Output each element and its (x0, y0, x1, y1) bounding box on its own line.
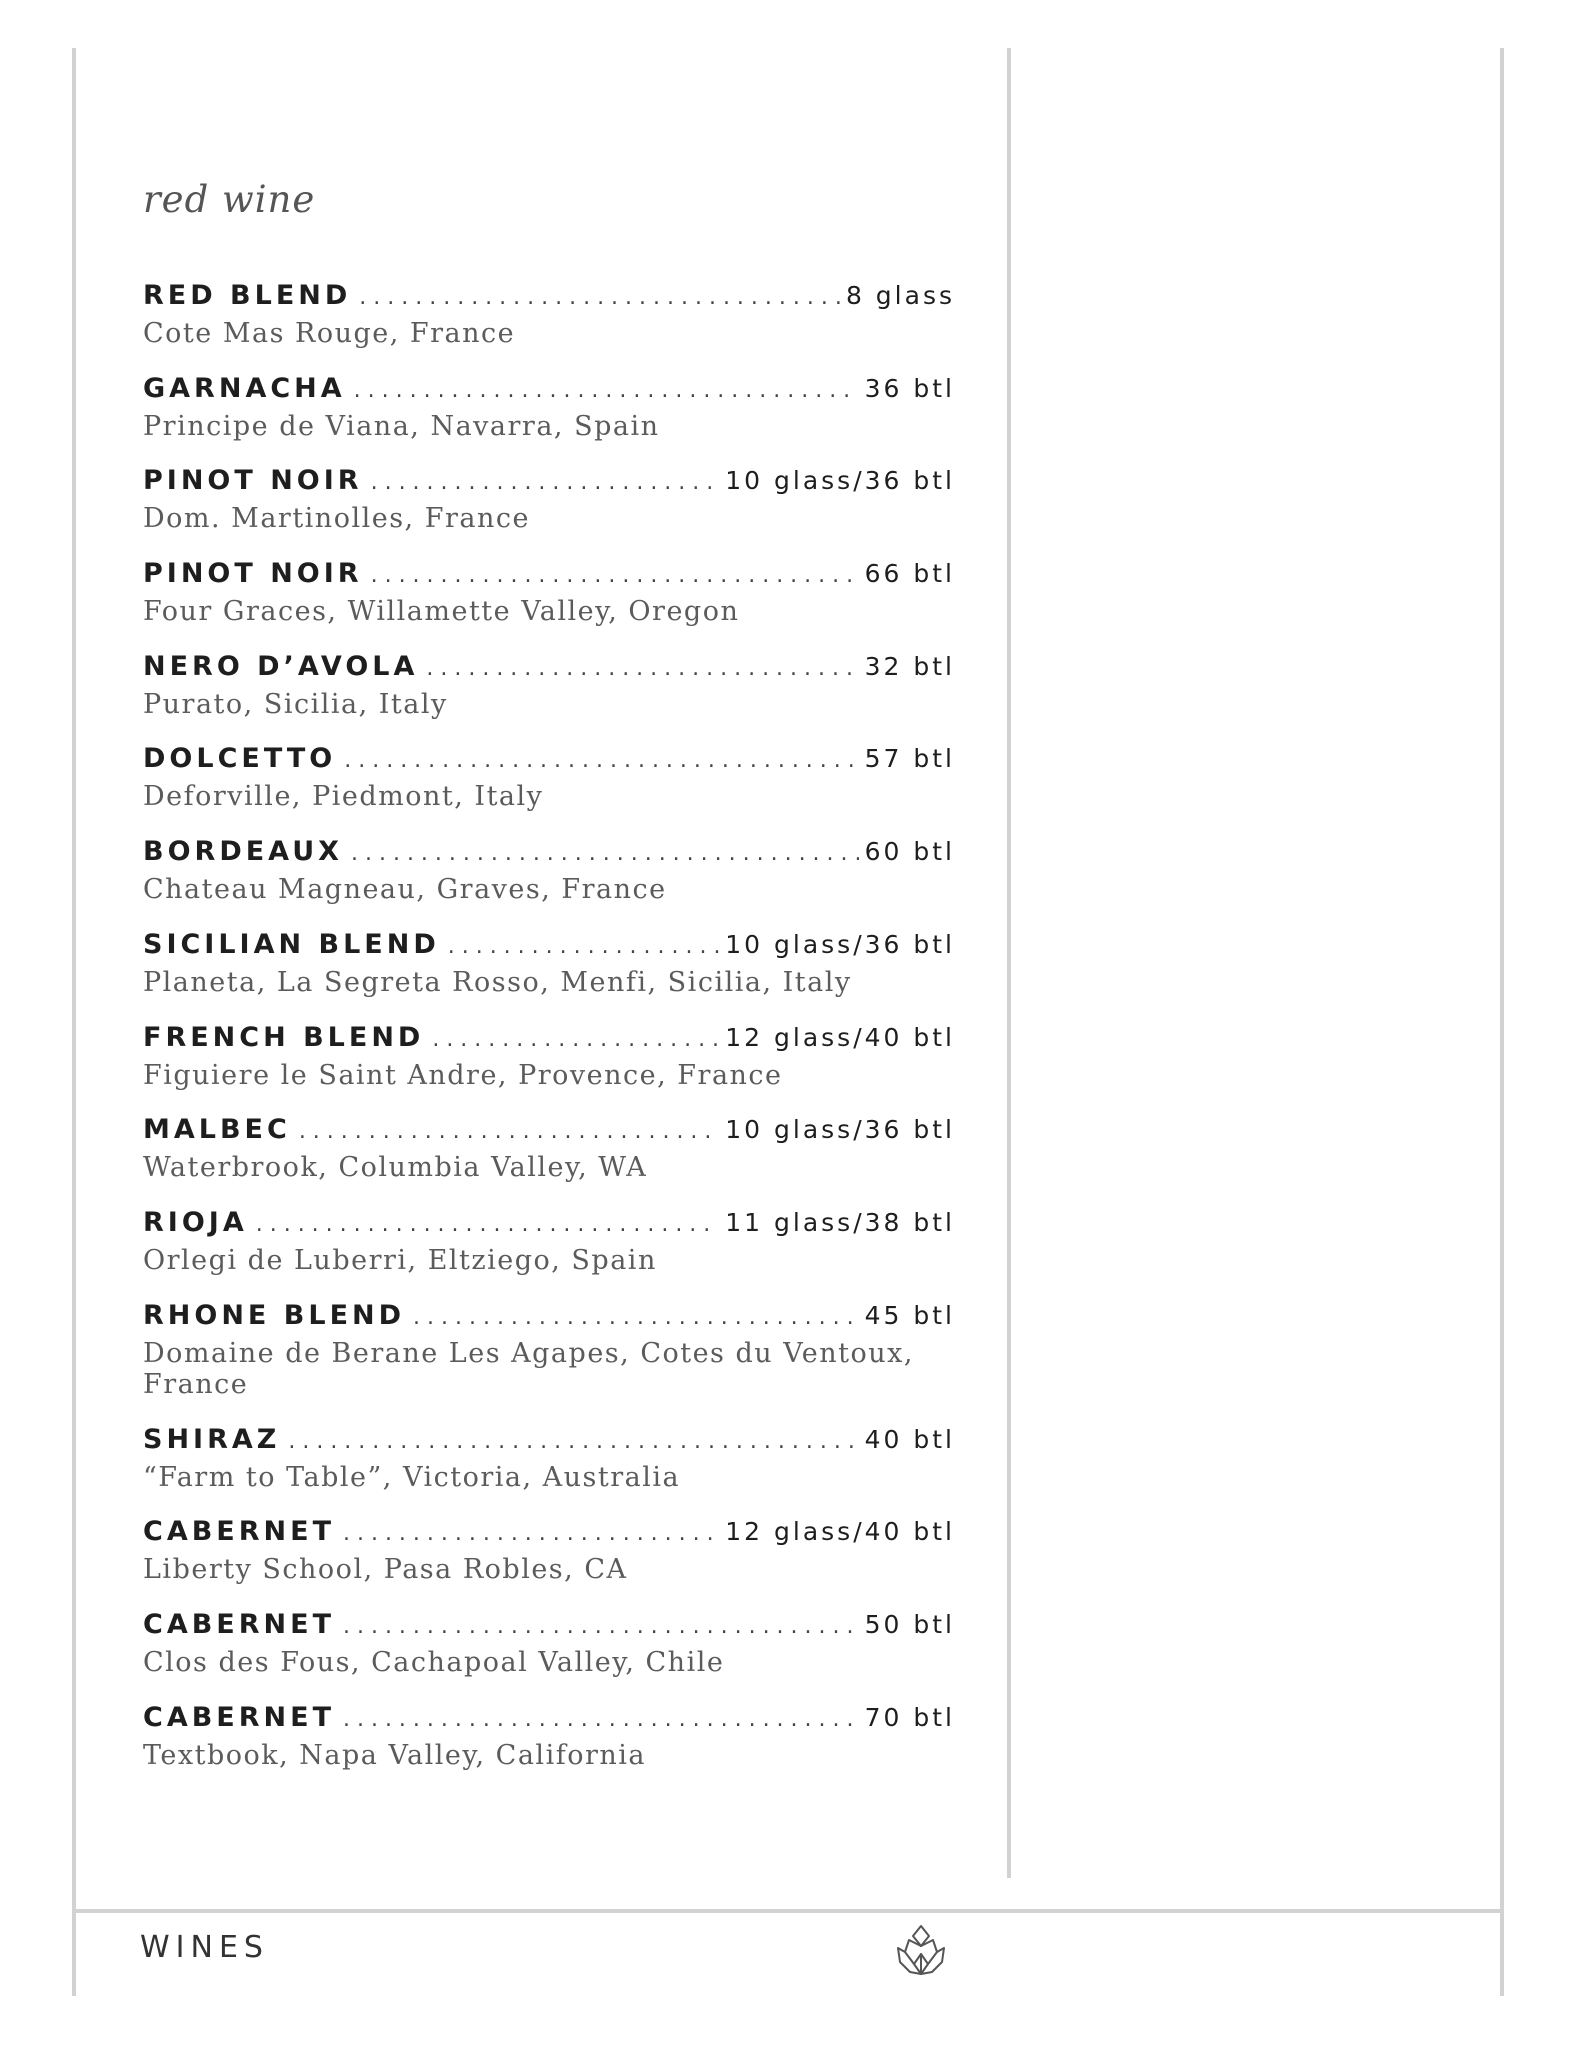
wine-description: “Farm to Table”, Victoria, Australia (143, 1461, 681, 1493)
wine-price: 10 glass/36 btl (725, 466, 955, 496)
wine-price: 12 glass/40 btl (725, 1022, 955, 1052)
dot-leader (351, 841, 859, 866)
wine-heading-row (143, 1702, 955, 1740)
wine-item (143, 1300, 955, 1424)
wine-heading-row (143, 929, 955, 967)
wine-name: RHONE BLEND (143, 1299, 406, 1331)
wine-item (143, 1022, 955, 1115)
wine-name: GARNACHA (143, 372, 346, 404)
wine-price: 45 btl (864, 1300, 955, 1330)
wine-price: 70 btl (864, 1702, 955, 1732)
left-border-line (72, 48, 76, 1996)
wine-description: Principe de Viana, Navarra, Spain (143, 410, 660, 442)
column-divider-line (1007, 48, 1011, 1878)
dot-leader (426, 656, 858, 681)
wine-heading-row (143, 1022, 955, 1060)
wine-heading-row (143, 373, 955, 411)
wine-name: PINOT NOIR (143, 558, 363, 590)
wine-description: Domaine de Berane Les Agapes, Cotes du Ventoux, France (143, 1337, 914, 1400)
right-border-line (1500, 48, 1504, 1996)
wine-name: MALBEC (143, 1114, 291, 1146)
wine-price: 50 btl (864, 1609, 955, 1639)
wine-item (143, 1702, 955, 1795)
dot-leader (256, 1212, 720, 1237)
wine-description: Deforville, Piedmont, Italy (143, 781, 544, 813)
wine-price: 57 btl (864, 744, 955, 774)
wine-heading-row (143, 1300, 955, 1338)
wine-price: 10 glass/36 btl (725, 1115, 955, 1145)
lotus-logo-icon (896, 1922, 946, 1980)
wine-description: Waterbrook, Columbia Valley, WA (143, 1152, 648, 1184)
dot-leader (371, 470, 720, 495)
wine-price: 40 btl (864, 1424, 955, 1454)
wine-price: 36 btl (864, 373, 955, 403)
dot-leader (359, 285, 840, 310)
wine-item (143, 465, 955, 558)
wine-heading-row (143, 743, 955, 781)
wine-item (143, 743, 955, 836)
wine-list (143, 280, 955, 1794)
wine-item (143, 836, 955, 929)
wine-description: Planeta, La Segreta Rosso, Menfi, Sicilia, Italy (143, 966, 852, 998)
wine-name: NERO D’AVOLA (143, 650, 419, 682)
wine-name: CABERNET (143, 1608, 335, 1640)
wine-description: Textbook, Napa Valley, California (143, 1739, 646, 1771)
wine-price: 66 btl (864, 559, 955, 589)
dot-leader (413, 1305, 859, 1330)
wine-heading-row (143, 1114, 955, 1152)
wine-description: Chateau Magneau, Graves, France (143, 874, 667, 906)
wine-description: Dom. Martinolles, France (143, 503, 530, 535)
wine-price: 10 glass/36 btl (725, 929, 955, 959)
wine-name: FRENCH BLEND (143, 1021, 425, 1053)
wine-heading-row (143, 1609, 955, 1647)
wine-description: Figuiere le Saint Andre, Provence, France (143, 1059, 783, 1091)
wine-heading-row (143, 465, 955, 503)
wine-item (143, 929, 955, 1022)
wine-item (143, 1424, 955, 1517)
dot-leader (299, 1119, 719, 1144)
wine-heading-row (143, 651, 955, 689)
section-title: red wine (143, 178, 316, 221)
wine-name: DOLCETTO (143, 743, 337, 775)
wine-price: 32 btl (864, 651, 955, 681)
dot-leader (288, 1429, 858, 1454)
wine-price: 8 glass (845, 281, 955, 310)
dot-leader (432, 1027, 719, 1052)
wine-item (143, 1516, 955, 1609)
wine-name: RED BLEND (143, 280, 352, 311)
dot-leader (448, 934, 720, 959)
wine-price: 11 glass/38 btl (725, 1207, 955, 1237)
wine-heading-row (143, 1424, 955, 1462)
wine-description: Four Graces, Willamette Valley, Oregon (143, 596, 740, 628)
wine-heading-row (143, 1207, 955, 1245)
dot-leader (343, 1614, 859, 1639)
wine-item (143, 1114, 955, 1207)
wine-price: 12 glass/40 btl (725, 1517, 955, 1547)
wine-item (143, 558, 955, 651)
wine-heading-row (143, 280, 955, 318)
dot-leader (371, 563, 859, 588)
wine-price: 60 btl (864, 837, 955, 867)
footer-divider-line (72, 1909, 1504, 1913)
wine-description: Liberty School, Pasa Robles, CA (143, 1554, 628, 1586)
wine-item (143, 373, 955, 466)
wine-description: Orlegi de Luberri, Eltziego, Spain (143, 1244, 657, 1276)
wine-item (143, 1207, 955, 1300)
dot-leader (344, 748, 858, 773)
wine-description: Cote Mas Rouge, France (143, 318, 516, 349)
wine-heading-row (143, 836, 955, 874)
wine-name: PINOT NOIR (143, 465, 363, 497)
wine-name: SHIRAZ (143, 1423, 281, 1455)
wine-item (143, 1609, 955, 1702)
wine-item (143, 651, 955, 744)
wine-description: Clos des Fous, Cachapoal Valley, Chile (143, 1646, 725, 1678)
footer-label: WINES (140, 1930, 269, 1965)
wine-item (143, 280, 955, 373)
dot-leader (343, 1521, 719, 1546)
wine-name: RIOJA (143, 1206, 248, 1238)
dot-leader (354, 378, 859, 403)
wine-name: BORDEAUX (143, 836, 343, 868)
dot-leader (343, 1707, 859, 1732)
wine-name: CABERNET (143, 1701, 335, 1733)
wine-name: SICILIAN BLEND (143, 928, 440, 960)
wine-description: Purato, Sicilia, Italy (143, 688, 448, 720)
wine-heading-row (143, 1516, 955, 1554)
wine-heading-row (143, 558, 955, 596)
wine-name: CABERNET (143, 1516, 335, 1548)
